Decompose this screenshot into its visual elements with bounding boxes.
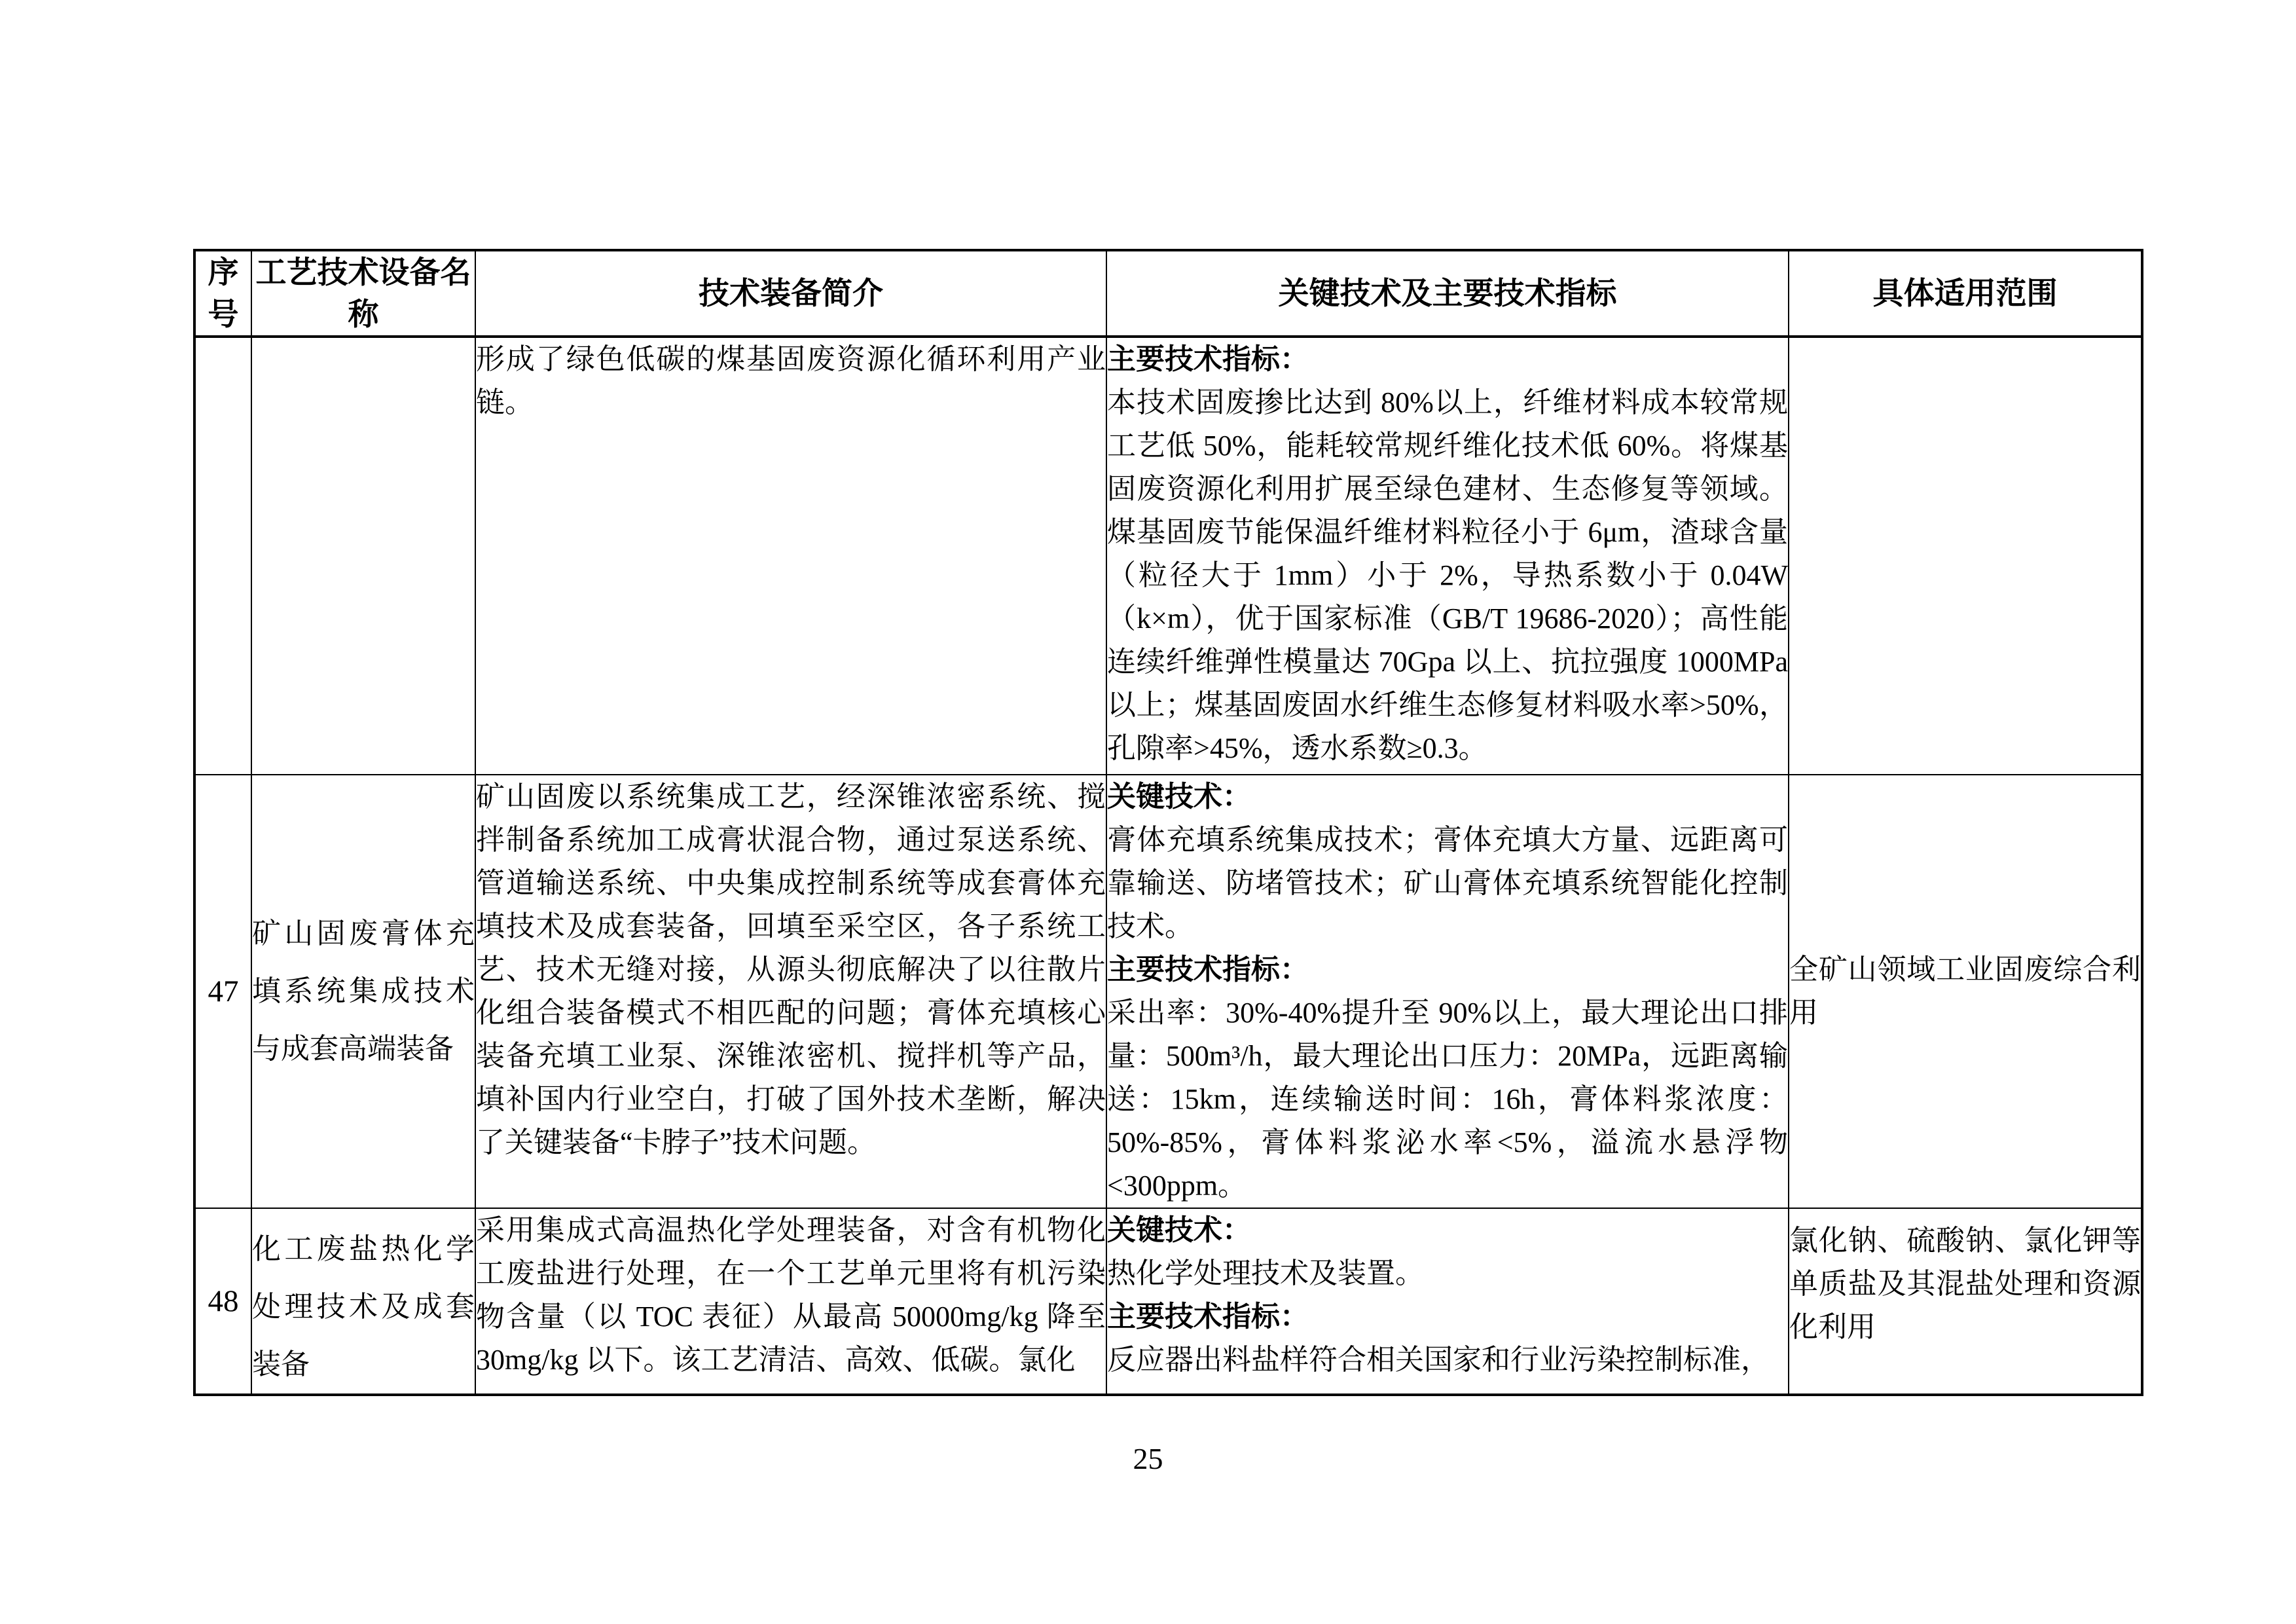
header-col-serial-number: 序号 xyxy=(194,250,251,337)
header-col-equipment-name: 工艺技术设备名称 xyxy=(251,250,475,337)
table-row-continuation xyxy=(194,337,2142,775)
header-col-key-tech: 关键技术及主要技术指标 xyxy=(1106,250,1789,337)
intro-cell xyxy=(475,775,1106,1208)
key-tech-heading: 关键技术： xyxy=(1107,1214,1251,1246)
intro-text: 形成了绿色低碳的煤基固废资源化循环利用产业链。 xyxy=(476,343,1106,418)
scope-cell xyxy=(1789,1208,2142,1395)
key-tech-body: 热化学处理技术及装置。 xyxy=(1107,1257,1424,1289)
header-col-intro: 技术装备简介 xyxy=(475,250,1106,337)
tech-indicators-body: 本技术固废掺比达到 80%以上，纤维材料成本较常规工艺低 50%，能耗较常规纤维化技术低 60%。将煤基固废资源化利用扩展至绿色建材、生态修复等领域。煤基固废节能保温纤维材料粒径小于 6μm，渣球含量（粒径大于 1mm）小于 2%，导热系数小于 0.04W（k×m），优于国家标准（GB/T 19686-2020）；高性能连续纤维弹性模量达 70Gpa 以上、抗拉强度 1000MPa 以上；煤基固废固水纤维生态修复材料吸水率>50%，孔隙率>45%，透水系数≥0.3。 xyxy=(1107,386,1788,764)
key-tech-cell xyxy=(1106,337,1789,775)
tech-indicators-body: 采出率：30%-40%提升至 90%以上，最大理论出口排量：500m³/h，最大理论出口压力：20MPa，远距离输送：15km，连续输送时间：16h，膏体料浆浓度：50%-85%，膏体料浆泌水率<5%，溢流水悬浮物<300ppm。 xyxy=(1107,997,1788,1202)
intro-text: 矿山固废以系统集成工艺，经深锥浓密系统、搅拌制备系统加工成膏状混合物，通过泵送系统、管道输送系统、中央集成控制系统等成套膏体充填技术及成套装备，回填至采空区，各子系统工艺、技术无缝对接，从源头彻底解决了以往散片化组合装备模式不相匹配的问题；膏体充填核心装备充填工业泵、深锥浓密机、搅拌机等产品，填补国内行业空白，打破了国外技术垄断，解决了关键装备“卡脖子”技术问题。 xyxy=(476,781,1106,1158)
equipment-name-cell xyxy=(251,775,475,1208)
scope-cell xyxy=(1789,775,2142,1208)
key-tech-cell xyxy=(1106,775,1789,1208)
scope-text: 氯化钠、硫酸钠、氯化钾等单质盐及其混盐处理和资源化利用 xyxy=(1789,1225,2141,1343)
serial-number-cell xyxy=(194,337,251,775)
key-tech-cell xyxy=(1106,1208,1789,1395)
tech-indicators-body: 反应器出料盐样符合相关国家和行业污染控制标准， xyxy=(1107,1344,1770,1376)
page-number: 25 xyxy=(1133,1442,1163,1475)
header-col-scope: 具体适用范围 xyxy=(1789,250,2142,337)
equipment-name-text: 化工废盐热化学处理技术及成套装备 xyxy=(252,1233,475,1380)
tech-indicators-heading: 主要技术指标： xyxy=(1107,953,1309,986)
serial-number-cell: 47 xyxy=(194,775,251,1208)
scope-cell xyxy=(1789,337,2142,775)
intro-text: 采用集成式高温热化学处理装备，对含有机物化工废盐进行处理，在一个工艺单元里将有机污染物含量（以 TOC 表征）从最高 50000mg/kg 降至 30mg/kg 以下。该工艺清洁、高效、低碳。氯化 xyxy=(476,1214,1106,1376)
intro-cell xyxy=(475,337,1106,775)
table-header-row xyxy=(194,250,2142,337)
tech-indicators-heading: 主要技术指标： xyxy=(1107,343,1309,375)
equipment-name-cell xyxy=(251,1208,475,1395)
intro-cell xyxy=(475,1208,1106,1395)
key-tech-heading: 关键技术： xyxy=(1107,781,1251,813)
key-tech-body: 膏体充填系统集成技术；膏体充填大方量、远距离可靠输送、防堵管技术；矿山膏体充填系统智能化控制技术。 xyxy=(1107,824,1788,942)
equipment-table xyxy=(193,249,2143,1396)
equipment-name-cell xyxy=(251,337,475,775)
equipment-name-text: 矿山固废膏体充填系统集成技术与成套高端装备 xyxy=(252,917,475,1065)
tech-indicators-heading: 主要技术指标： xyxy=(1107,1301,1309,1333)
table-row-47 xyxy=(194,775,2142,1208)
table-row-48 xyxy=(194,1208,2142,1395)
scope-text: 全矿山领域工业固废综合利用 xyxy=(1789,953,2141,1029)
serial-number-cell: 48 xyxy=(194,1208,251,1395)
